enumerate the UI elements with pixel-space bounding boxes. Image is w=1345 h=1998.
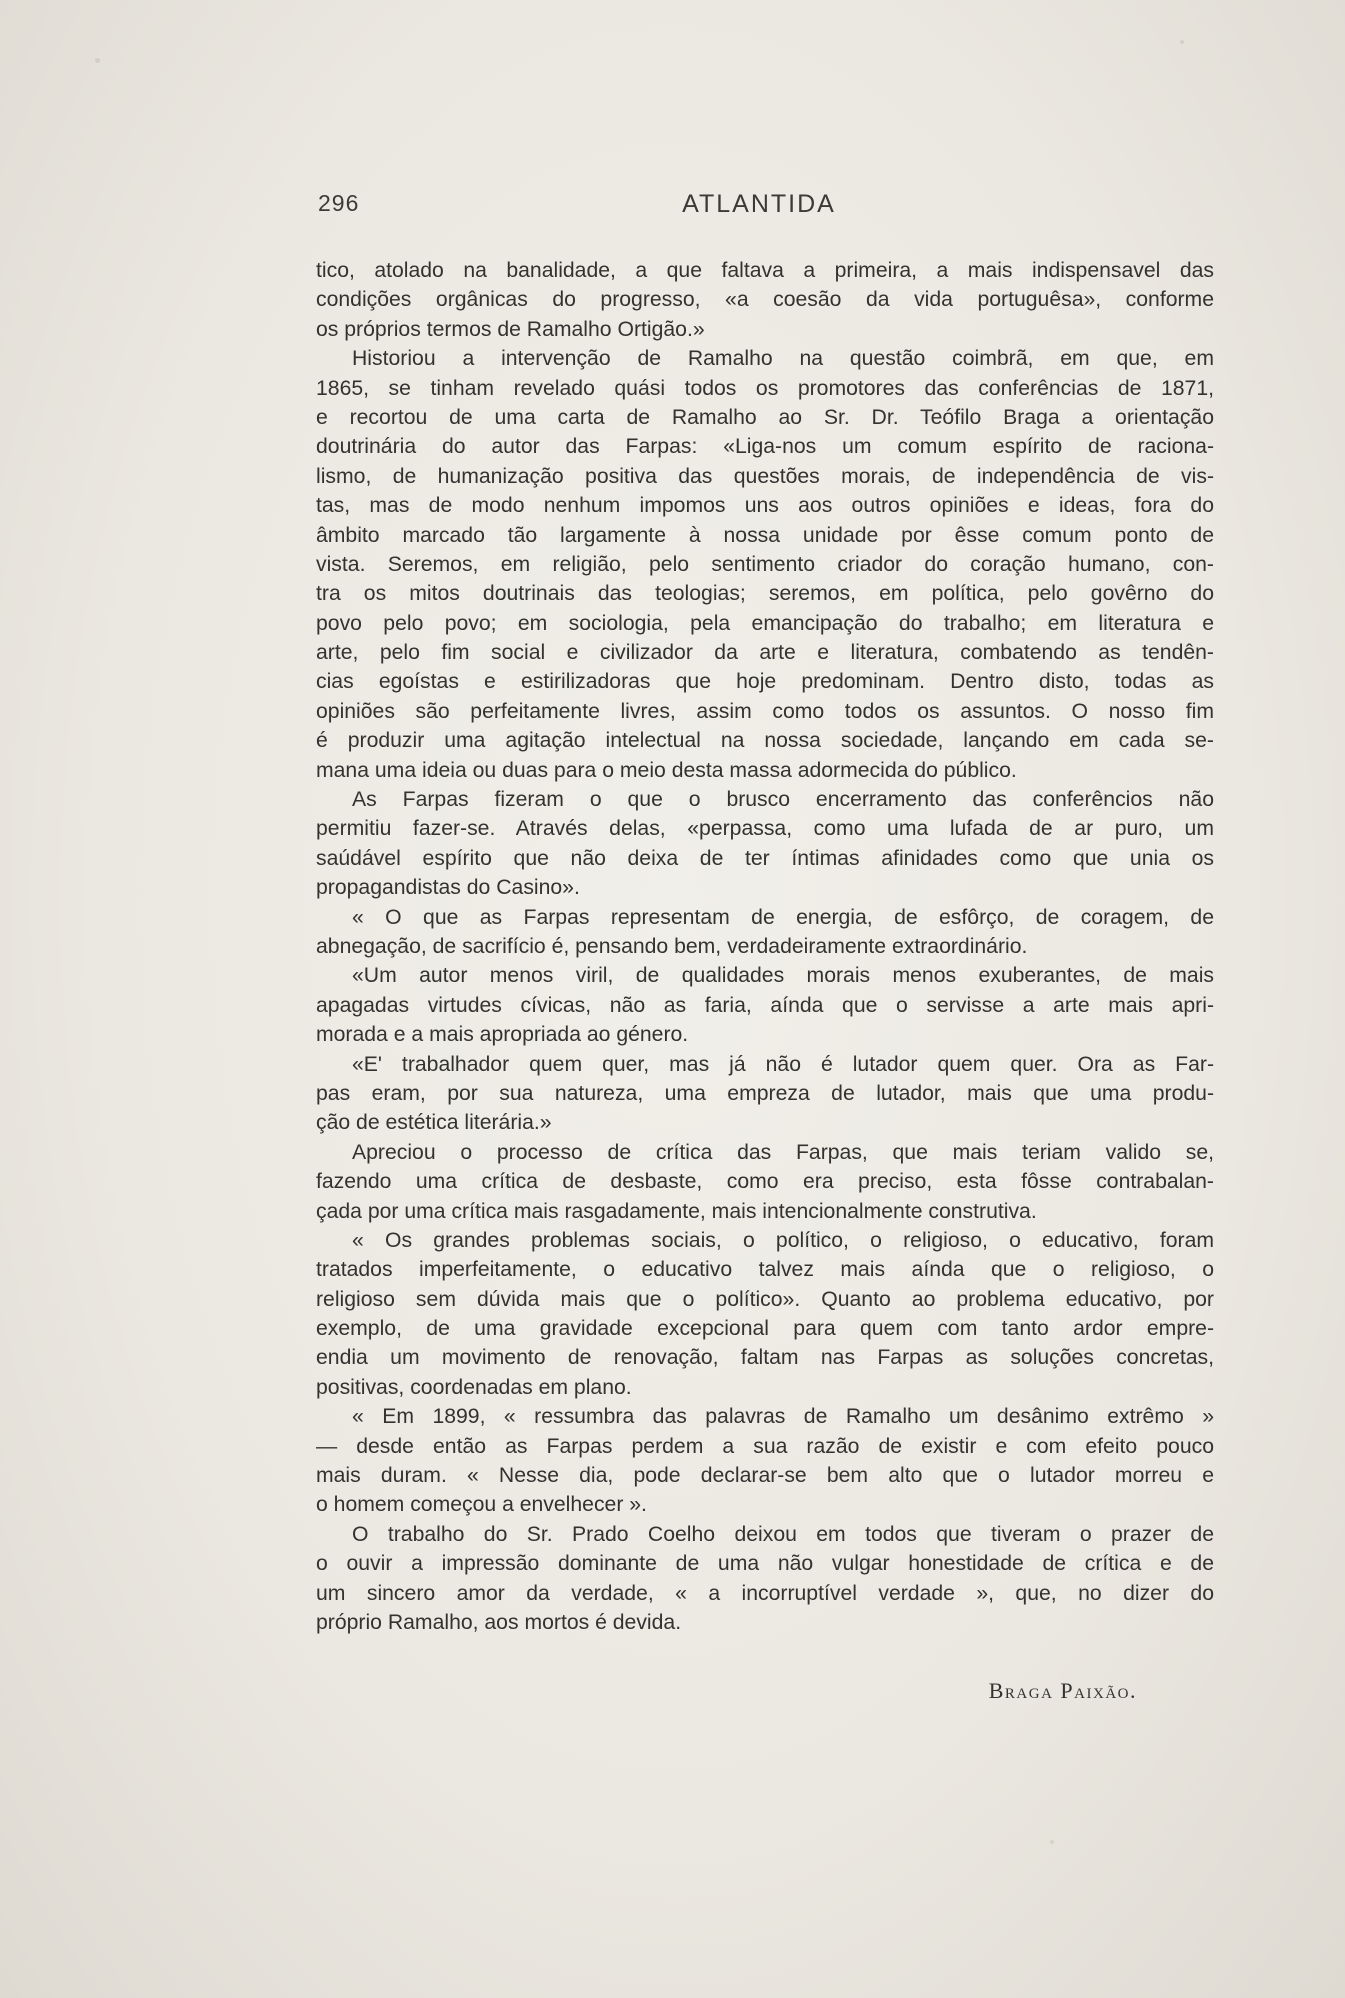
text-line: e recortou de uma carta de Ramalho ao Sr. Dr. Teófilo Braga a orientação [316,405,1214,429]
text-line: O trabalho do Sr. Prado Coelho deixou em todos que tiveram o prazer de [352,1522,1214,1546]
text-line: arte, pelo fim social e civilizador da arte e literatura, combatendo as tendên- [316,641,1214,665]
page-number: 296 [318,190,360,216]
text-line: tra os mitos doutrinais das teologias; seremos, em política, pelo govêrno do [316,582,1214,606]
text-line: cias egoístas e estirilizadoras que hoje predominam. Dentro disto, todas as [316,670,1214,694]
text-line: — desde então as Farpas perdem a sua razão de existir e com efeito pouco [316,1434,1214,1458]
text-line: vista. Seremos, em religião, pelo sentimento criador do coração humano, con- [316,552,1214,576]
article-body [316,256,1214,1637]
text-line: çada por uma crítica mais rasgadamente, mais intencionalmente construtiva. [316,1199,1037,1223]
text-line: Apreciou o processo de crítica das Farpas, que mais teriam valido se, [352,1140,1214,1164]
text-line: povo pelo povo; em sociologia, pela emancipação do trabalho; em literatura e [316,611,1214,635]
text-line: abnegação, de sacrifício é, pensando bem, verdadeiramente extraordinário. [316,934,1028,958]
author-signature: Braga Paixão. [988,1678,1137,1703]
text-line: mana uma ideia ou duas para o meio desta massa adormecida do público. [316,758,1017,782]
text-line: fazendo uma crítica de desbaste, como era preciso, esta fôsse contrabalan- [316,1170,1214,1194]
text-line: positivas, coordenadas em plano. [316,1375,632,1399]
text-line: Historiou a intervenção de Ramalho na questão coimbrã, em que, em [352,347,1214,371]
text-line: «E' trabalhador quem quer, mas já não é lutador quem quer. Ora as Far- [352,1052,1214,1076]
paper-speck [1050,1840,1054,1844]
text-line: « O que as Farpas representam de energia, de esfôrço, de coragem, de [352,905,1214,929]
text-line: religioso sem dúvida mais que o político». Quanto ao problema educativo, por [316,1287,1214,1311]
text-line: « Os grandes problemas sociais, o político, o religioso, o educativo, foram [352,1228,1214,1252]
text-line: os próprios termos de Ramalho Ortigão.» [316,317,705,341]
text-line: âmbito marcado tão largamente à nossa unidade por êsse comum ponto de [316,523,1214,547]
text-line: o homem começou a envelhecer ». [316,1493,647,1517]
text-line: o ouvir a impressão dominante de uma não vulgar honestidade de crítica e de [316,1552,1214,1576]
text-line: próprio Ramalho, aos mortos é devida. [316,1610,682,1634]
text-line: condições orgânicas do progresso, «a coesão da vida portuguêsa», conforme [316,288,1214,312]
text-line: lismo, de humanização positiva das questões morais, de independência de vis- [316,464,1214,488]
text-line: «Um autor menos viril, de qualidades morais menos exuberantes, de mais [352,964,1214,988]
text-line: « Em 1899, « ressumbra das palavras de Ramalho um desânimo extrêmo » [352,1405,1214,1429]
text-line: um sincero amor da verdade, « a incorruptível verdade », que, no dizer do [316,1581,1214,1605]
paper-speck [1180,40,1184,44]
running-header [318,190,1200,226]
text-line: saúdável espírito que não deixa de ter íntimas afinidades como que unia os [316,846,1214,870]
text-line: mais duram. « Nesse dia, pode declarar-se bem alto que o lutador morreu e [316,1464,1214,1488]
text-line: tas, mas de modo nenhum impomos uns aos outros opiniões e ideas, fora do [316,494,1214,518]
text-line: tratados imperfeitamente, o educativo talvez mais aínda que o religioso, o [316,1258,1214,1282]
text-line: propagandistas do Casino». [316,876,580,900]
text-line: endia um movimento de renovação, faltam nas Farpas as soluções concretas, [316,1346,1214,1370]
text-line: tico, atolado na banalidade, a que faltava a primeira, a mais indispensavel das [316,259,1214,282]
text-line: apagadas virtudes cívicas, não as faria, aínda que o servisse a arte mais apri- [316,993,1214,1017]
text-line: exemplo, de uma gravidade excepcional para quem com tanto ardor empre- [316,1317,1214,1341]
text-line: opiniões são perfeitamente livres, assim como todos os assuntos. O nosso fim [316,699,1214,723]
text-line: é produzir uma agitação intelectual na nossa sociedade, lançando em cada se- [316,729,1214,753]
paper-speck [95,58,100,63]
text-line: doutrinária do autor das Farpas: «Liga-nos um comum espírito de raciona- [316,435,1214,459]
text-line: permitiu fazer-se. Através delas, «perpassa, como uma lufada de ar puro, um [316,817,1214,841]
text-line: ção de estética literária.» [316,1111,552,1135]
text-line: morada e a mais apropriada ao género. [316,1023,689,1047]
text-line: 1865, se tinham revelado quási todos os promotores das conferências de 1871, [316,376,1214,400]
text-line: pas eram, por sua natureza, uma empreza de lutador, mais que uma produ- [316,1081,1214,1105]
text-line: As Farpas fizeram o que o brusco encerramento das conferêncios não [352,788,1214,812]
running-head-title: ATLANTIDA [682,190,836,218]
